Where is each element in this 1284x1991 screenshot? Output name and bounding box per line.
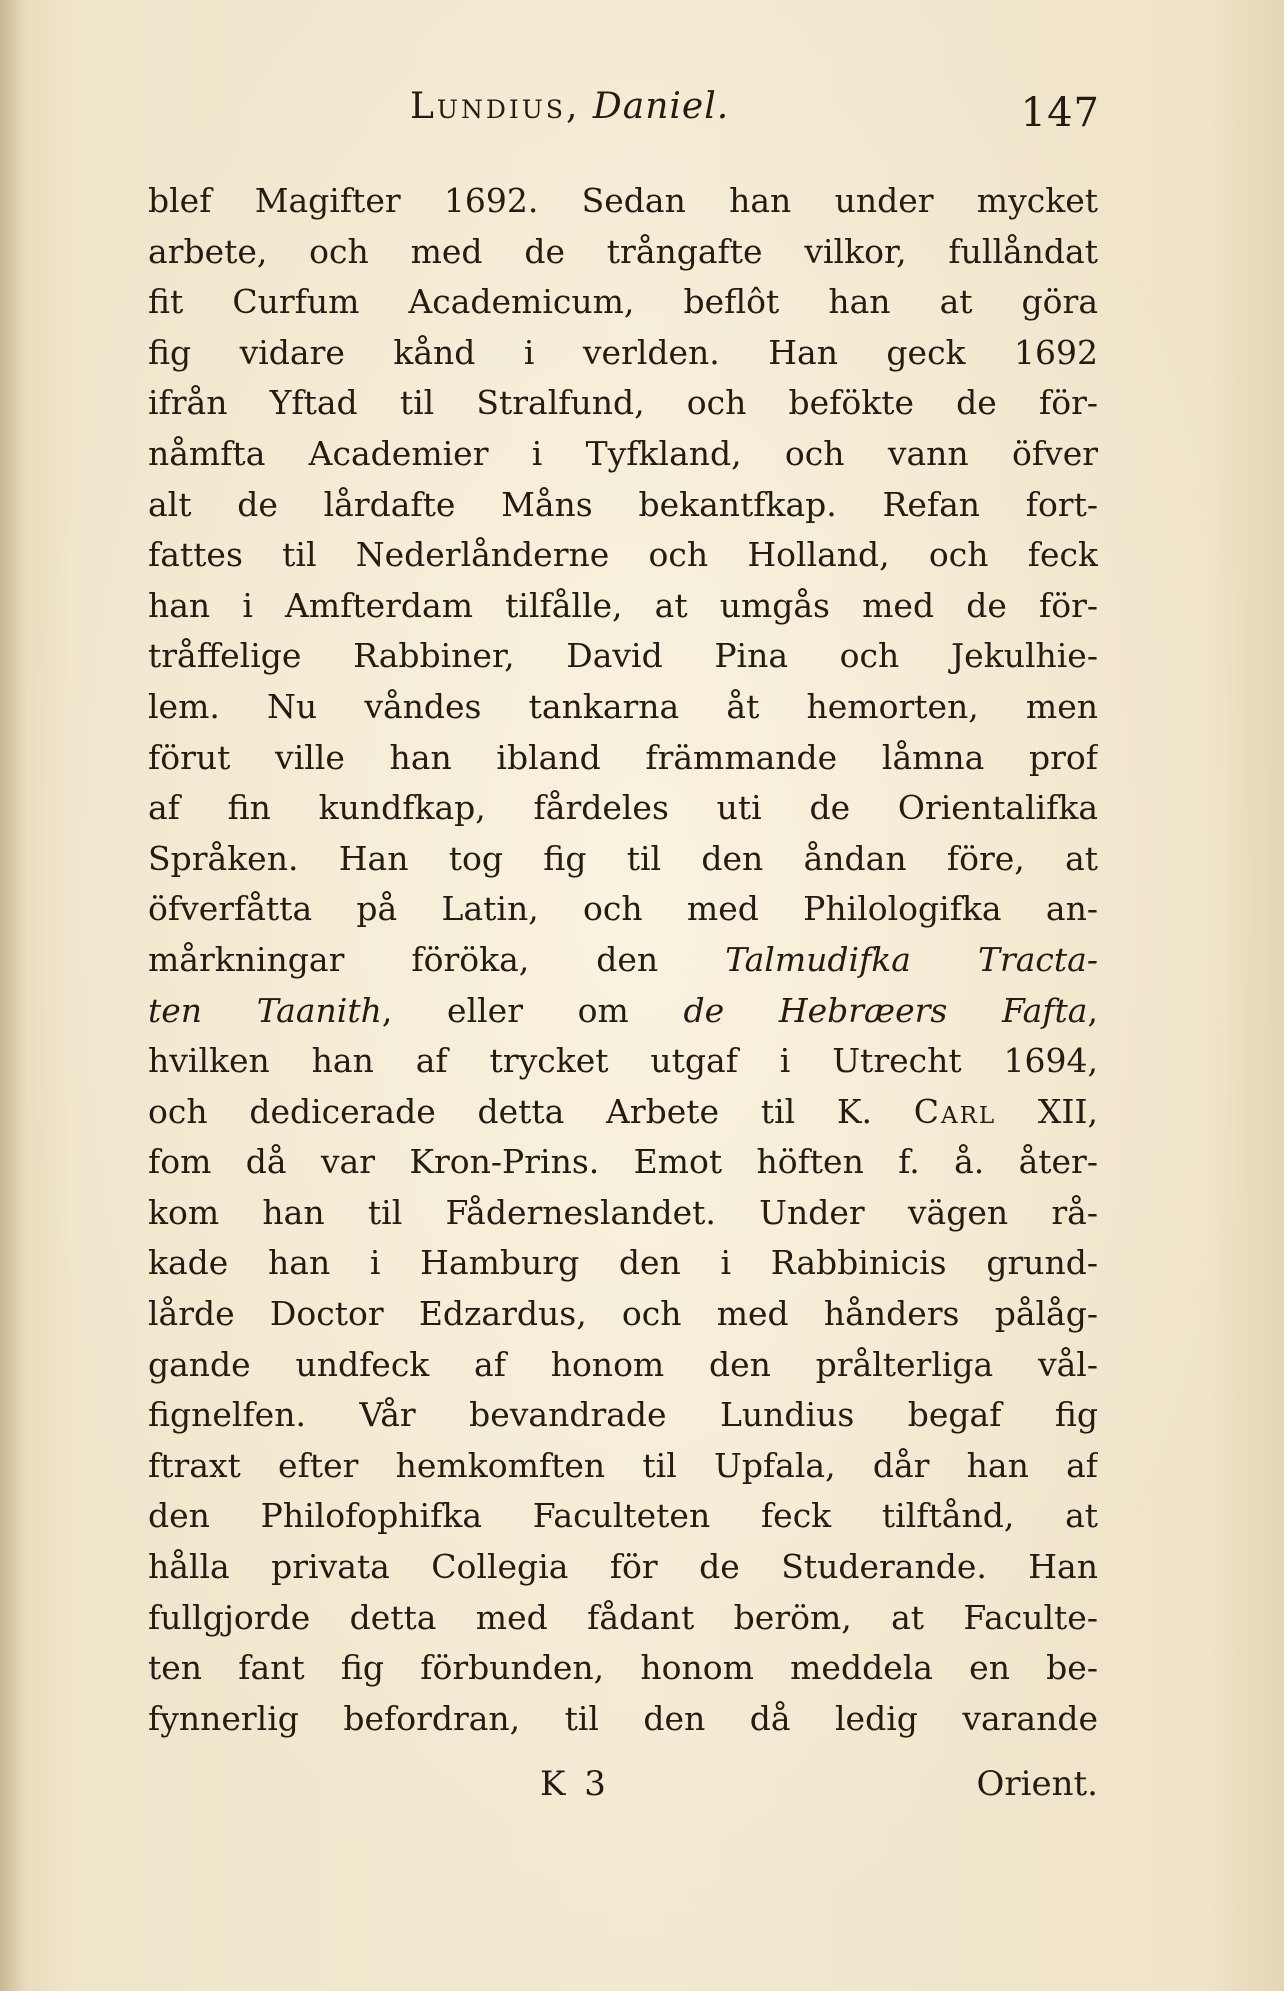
italic-title: de Hebræers Fafta [683,990,1088,1030]
text-line: hvilken han af trycket utgaf i Utrecht 1694, [148,1041,1098,1081]
text-line: af fin kundfkap, fårdeles uti de Orientalifka [148,788,1098,828]
text-line: blef Magifter 1692. Sedan han under mycket [148,181,1098,220]
text-line: fig vidare kånd i verlden. Han geck 1692 [148,332,1098,372]
text-line: den Philofophifka Faculteten feck tilftånd, at [148,1496,1098,1536]
running-head-surname: Lundius, [410,86,581,127]
text-segment: och dedicerade detta Arbete til K. [148,1091,873,1131]
text-line: kom han til Fåderneslandet. Under vägen rå- [148,1192,1098,1232]
text-line: ten fant fig förbunden, honom meddela en be- [148,1648,1098,1688]
italic-title: ten Taanith [148,990,382,1030]
text-line: ifrån Yftad til Stralfund, och befökte de för- [148,383,1098,423]
text-line-with-name [148,1087,1098,1138]
running-head [410,86,729,127]
king-name: Carl [913,1091,997,1131]
page-footer [148,1764,1098,1814]
text-line: alt de lårdafte Måns bekantfkap. Refan fort- [148,484,1098,524]
king-number: XII, [1037,1091,1098,1131]
text-line: förut ville han ibland främmande låmna prof [148,737,1098,777]
text-line: fignelfen. Vår bevandrade Lundius begaf fig [148,1395,1098,1435]
text-line: nåmfta Academier i Tyfkland, och vann öfver [148,433,1098,473]
text-segment: mårkningar föröka, den [148,939,659,979]
text-line: lårde Doctor Edzardus, och med hånders pålåg- [148,1294,1098,1334]
italic-title: Talmudifka Tracta- [725,939,1098,979]
page-header [140,86,1100,146]
text-line: kade han i Hamburg den i Rabbinicis grund- [148,1243,1098,1283]
page-number: 147 [1020,90,1100,136]
text-line: tråffelige Rabbiner, David Pina och Jekulhie- [148,636,1098,676]
text-segment: , eller om [381,990,629,1030]
page-edge-shadow [0,0,26,1991]
signature-mark: K 3 [540,1764,610,1804]
text-line: fattes til Nederlånderne och Holland, och feck [148,535,1098,575]
text-line: fit Curfum Academicum, beflôt han at göra [148,282,1098,322]
text-line: fom då var Kron-Prins. Emot höften f. å. åter- [148,1142,1098,1182]
body-text [148,176,1098,1744]
text-line: öfverfåtta på Latin, och med Philologifka an- [148,889,1098,929]
text-line-with-title [148,986,1098,1037]
text-line: lem. Nu våndes tankarna åt hemorten, men [148,686,1098,726]
text-line: fullgjorde detta med fådant beröm, at Faculte- [148,1597,1098,1637]
running-head-given-name: Daniel. [592,86,730,127]
catchword: Orient. [976,1764,1098,1804]
text-line: hålla privata Collegia för de Studerande. Han [148,1547,1098,1587]
text-line: fynnerlig befordran, til den då ledig varande [148,1698,1098,1738]
text-segment: , [1087,990,1098,1030]
text-line: ftraxt efter hemkomften til Upfala, dår han af [148,1445,1098,1485]
text-line: Språken. Han tog fig til den åndan före, at [148,838,1098,878]
text-line: gande undfeck af honom den prålterliga vål- [148,1344,1098,1384]
text-line: han i Amfterdam tilfålle, at umgås med de för- [148,585,1098,625]
text-line: arbete, och med de trångafte vilkor, fullåndat [148,231,1098,271]
text-line-with-title [148,935,1098,986]
